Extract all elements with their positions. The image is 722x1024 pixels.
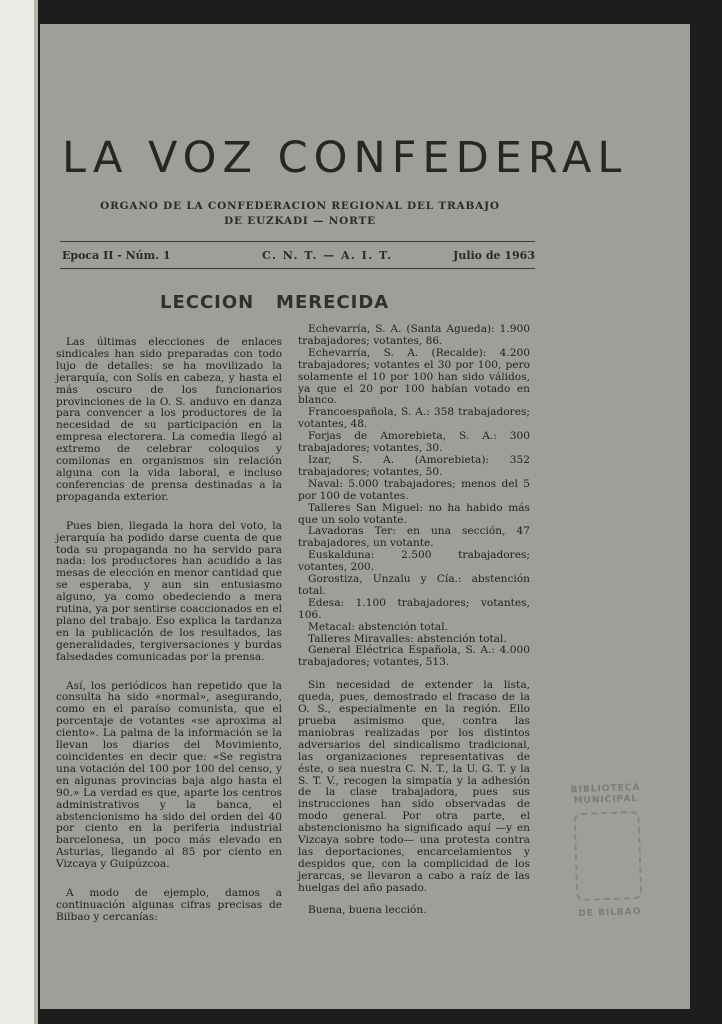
conclusion-paragraph: Sin necesidad de extender la lista, queda, pues, demostrado el fracaso de la O. S., especialmente en la región. Ello prueba asimismo que, contra las maniobras realizadas por los distintos adversarios del sindicalismo tradicional, las organizaciones representativas de éste, o sea nuestra C. N. T., la U. G. T. y la S. T. V., recogen la simpatía y la adhesión de la clase trabajadora, pues sus instrucciones han sido observadas de modo general. Por otra parte, el abstencionismo ha significado aquí —y en Vizcaya sobre todo— una protesta contra las deportaciones, encarcelamientos y despidos que, con la complicidad de los jerarcas, se llevaron a cabo a raíz de las huelgas del año pasado.: [298, 679, 530, 894]
subtitle-line-2: DE EUZKADI — NORTE: [224, 215, 376, 227]
company-entry: Forjas de Amorebieta, S. A.: 300 trabajadores; votantes, 30.: [298, 430, 530, 455]
company-entry: Francoespañola, S. A.: 358 trabajadores; votantes, 48.: [298, 406, 530, 431]
stamp-line-3: DE BILBAO: [578, 906, 642, 920]
binding-shadow: [34, 0, 38, 1024]
company-entry: Naval: 5.000 trabajadores; menos del 5 por 100 de votantes.: [298, 477, 530, 502]
subtitle-line-1: ORGANO DE LA CONFEDERACION REGIONAL DEL TRABAJO: [100, 200, 500, 212]
company-entry: Talleres San Miguel: no ha habido más que un solo votante.: [298, 501, 530, 526]
company-entry: Echevarría, S. A. (Recalde): 4.200 trabajadores; votantes el 30 por 100, pero solamente el 10 por 100 han sido válidos, ya que el 20 por 100 habían votado en blanco.: [298, 346, 530, 407]
company-entry: Talleres Miravalles: abstención total.: [308, 632, 507, 645]
union-acronyms: C. N. T. — A. I. T.: [262, 249, 393, 262]
stamp-seal: [573, 811, 642, 901]
article-title: LECCION MERECIDA: [160, 292, 390, 313]
paragraph: Así, los periódicos han repetido que la consulta ha sido «normal», asegurando, como en el paraíso comunista, que el porcentaje de votantes «se aproxima al ciento». La palma de la información se la llevan los diarios del Movimiento, coincidentes en decir que: «Se registra una votación del 100 por 100 del censo, y en algunas provincias baja algo hasta el 90.» La verdad es que, aparte los centros administrativos y la banca, el abstencionismo ha sido del orden del 40 por ciento en la periferia industrial barcelonesa, un poco más elevado en Asturias, llegando al 85 por ciento en Vizcaya y Guipúzcoa.: [56, 679, 282, 871]
company-entry: Izar, S. A. (Amorebieta): 352 trabajadores; votantes, 50.: [298, 453, 530, 478]
closing-line: Buena, buena lección.: [308, 903, 427, 916]
paragraph: A modo de ejemplo, damos a continuación algunas cifras precisas de Bilbao y cercanías:: [56, 887, 282, 923]
left-page-edge: [0, 0, 38, 1024]
company-entry: Edesa: 1.100 trabajadores; votantes, 106.: [298, 596, 530, 621]
right-column: [298, 324, 530, 917]
top-rule: [60, 241, 535, 242]
left-column: [56, 337, 282, 941]
masthead-title: LA VOZ CONFEDERAL: [62, 133, 628, 183]
company-entry: General Eléctrica Española, S. A.: 4.000 trabajadores; votantes, 513.: [298, 644, 530, 669]
company-entry: Echevarría, S. A. (Santa Agueda): 1.900 trabajadores; votantes, 86.: [298, 323, 530, 347]
company-entry: Metacal: abstención total.: [308, 620, 448, 633]
edition-number: Epoca II - Núm. 1: [62, 249, 171, 262]
company-entry: Euskalduna: 2.500 trabajadores; votantes, 200.: [298, 549, 530, 574]
newspaper-page: [40, 24, 690, 1009]
company-entry: Gorostiza, Unzalu y Cía.: abstención total.: [298, 573, 530, 597]
library-stamp: [561, 783, 654, 936]
stamp-line-2: MUNICIPAL: [573, 793, 639, 807]
paragraph: Las últimas elecciones de enlaces sindicales han sido preparadas con todo lujo de detalles: se ha movilizado la jerarquía, con Solís en cabeza, y hasta el más oscuro de los funcionarios provinciones de la O. S. anduvo en danza para convencer a los productores de la necesidad de su participación en la empresa electorera. La comedia llegó al extremo de celebrar coloquios y comilonas en organismos sin relación alguna con la vida laboral, e incluso conferencias de prensa destinadas a la propaganda exterior.: [56, 336, 282, 503]
company-entry: Lavadoras Ter: en una sección, 47 trabajadores, un votante.: [298, 525, 530, 550]
bottom-rule: [60, 268, 535, 269]
issue-date: Julio de 1963: [453, 249, 535, 262]
paragraph: Pues bien, llegada la hora del voto, la jerarquía ha podido darse cuenta de que toda su propaganda no ha servido para nada: los productores han acudido a las mesas de elección en menor cantidad que se esperaba, y aun sin entusiasmo alguno, ya como obedeciendo a mera rutina, ya por sentirse coaccionados en el plano del trabajo. Eso explica la tardanza en la publicación de los resultados, las generalidades, tergiversaciones y burdas falsedades comunicadas por la prensa.: [56, 519, 282, 663]
edition-info-line: [62, 248, 535, 264]
masthead-subtitle: [80, 199, 520, 229]
stamp-line-1: BIBLIOTECA: [570, 782, 641, 796]
